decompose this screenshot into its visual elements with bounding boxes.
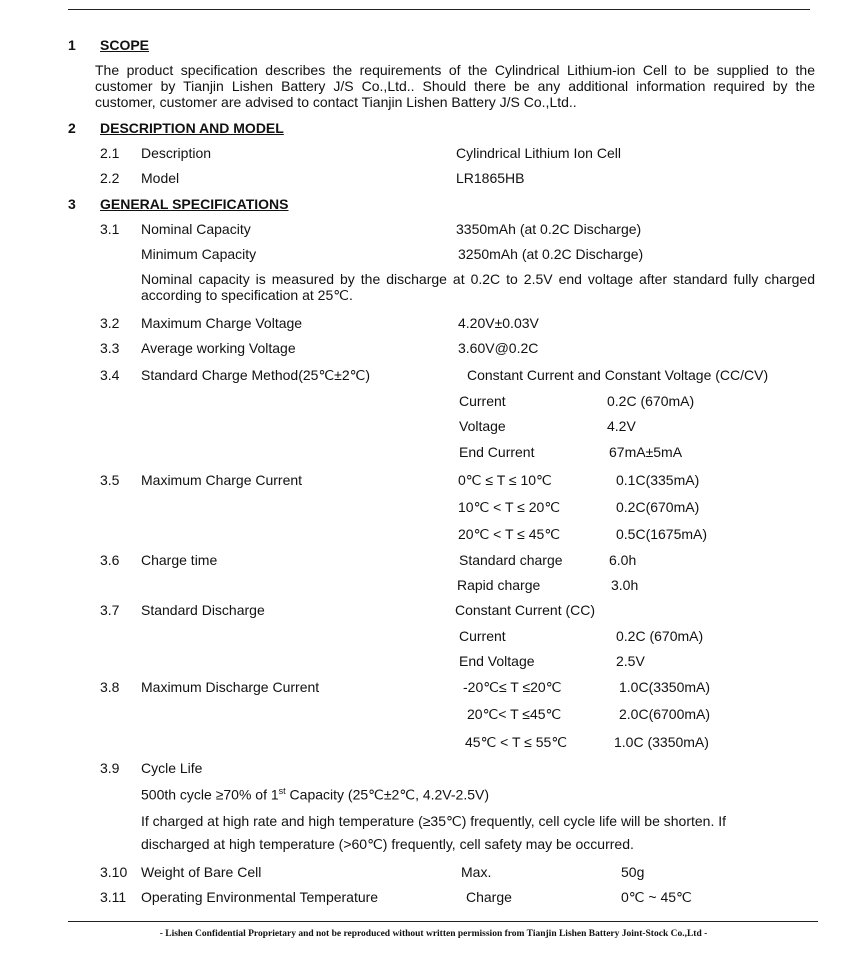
weight-label: Weight of Bare Cell <box>141 864 262 880</box>
std-discharge-method: Constant Current (CC) <box>455 602 596 618</box>
section-3-title: GENERAL SPECIFICATIONS <box>100 196 289 212</box>
item-2-1-number: 2.1 <box>100 145 120 161</box>
std-charge-end-current-label: End Current <box>459 444 535 460</box>
discharge-temp-range-3: 45℃ < T ≤ 55℃ <box>465 734 568 750</box>
item-3-10-number: 3.10 <box>100 864 128 880</box>
item-3-5-number: 3.5 <box>100 472 120 488</box>
max-charge-current-label: Maximum Charge Current <box>141 472 303 488</box>
section-1-number: 1 <box>68 37 76 53</box>
end-voltage-label: End Voltage <box>459 653 535 669</box>
cycle-life-spec <box>141 786 489 804</box>
scope-paragraph: The product specification describes the requirements of the Cylindrical Lithium-ion Cell to be supplied to the customer by Tianjin Lishen Battery J/S Co.,Ltd.. Should there be any additional information required by the customer, customer are advised to contact Tianjin Lishen Battery J/S Co.,Ltd.. <box>95 62 815 110</box>
end-voltage-value: 2.5V <box>616 653 645 669</box>
top-rule <box>68 9 810 10</box>
charge-current-1: 0.1C(335mA) <box>616 472 700 488</box>
cycle-life-spec-end: Capacity (25℃±2℃, 4.2V-2.5V) <box>285 786 489 803</box>
item-2-2-label: Model <box>141 170 180 186</box>
item-2-1-value: Cylindrical Lithium Ion Cell <box>456 145 621 161</box>
item-2-2-value: LR1865HB <box>456 170 525 186</box>
item-3-9-number: 3.9 <box>100 760 120 776</box>
max-charge-voltage-label: Maximum Charge Voltage <box>141 315 303 331</box>
cycle-life-spec-start: 500th cycle ≥70% of 1 <box>141 786 279 803</box>
charge-time-label: Charge time <box>141 552 218 568</box>
item-3-11-number: 3.11 <box>100 889 127 905</box>
std-charge-method: Constant Current and Constant Voltage (CC/CV) <box>467 367 769 383</box>
discharge-current-1: 1.0C(3350mA) <box>619 679 711 695</box>
footer-confidential: - Lishen Confidential Proprietary and not be reproduced without written permission from Tianjin Lishen Battery Joint-Stock Co.,Ltd - <box>159 929 708 939</box>
discharge-current-value: 0.2C (670mA) <box>616 628 704 644</box>
rapid-charge-time: 3.0h <box>611 577 639 593</box>
charge-temp-range-2: 10℃ < T ≤ 20℃ <box>458 499 561 515</box>
bottom-rule <box>68 921 818 922</box>
section-1-title: SCOPE <box>100 37 150 53</box>
discharge-current-3: 1.0C (3350mA) <box>614 734 709 750</box>
item-3-7-number: 3.7 <box>100 602 120 618</box>
std-charge-current-label: Current <box>459 393 506 409</box>
charge-temp-range-3: 20℃ < T ≤ 45℃ <box>458 526 561 542</box>
item-3-3-number: 3.3 <box>100 340 120 356</box>
discharge-current-label: Current <box>459 628 506 644</box>
max-charge-voltage-value: 4.20V±0.03V <box>458 315 539 331</box>
minimum-capacity-value: 3250mAh (at 0.2C Discharge) <box>458 246 644 262</box>
item-3-8-number: 3.8 <box>100 679 120 695</box>
charge-temp-range-1: 0℃ ≤ T ≤ 10℃ <box>458 472 552 488</box>
nominal-capacity-label: Nominal Capacity <box>141 221 251 237</box>
minimum-capacity-label: Minimum Capacity <box>141 246 257 262</box>
item-3-4-number: 3.4 <box>100 367 120 383</box>
section-2-number: 2 <box>68 120 76 136</box>
charge-current-3: 0.5C(1675mA) <box>616 526 708 542</box>
item-2-1-label: Description <box>141 145 212 161</box>
item-3-1-number: 3.1 <box>100 221 120 237</box>
std-charge-voltage-label: Voltage <box>459 418 506 434</box>
op-temp-condition: Charge <box>466 889 512 905</box>
op-temp-label: Operating Environmental Temperature <box>141 889 379 905</box>
cycle-life-note-line-2: discharged at high temperature (>60℃) frequently, cell safety may be occurred. <box>141 836 634 852</box>
discharge-temp-range-1: -20℃≤ T ≤20℃ <box>463 679 562 695</box>
charge-current-2: 0.2C(670mA) <box>616 499 700 515</box>
item-2-2-number: 2.2 <box>100 170 120 186</box>
discharge-temp-range-2: 20℃< T ≤45℃ <box>467 706 562 722</box>
max-discharge-current-label: Maximum Discharge Current <box>141 679 320 695</box>
discharge-current-2: 2.0C(6700mA) <box>619 706 711 722</box>
avg-voltage-value: 3.60V@0.2C <box>458 340 539 356</box>
item-3-6-number: 3.6 <box>100 552 120 568</box>
std-charge-label: Standard Charge Method(25℃±2℃) <box>141 367 371 383</box>
section-2-title: DESCRIPTION AND MODEL <box>100 120 284 136</box>
capacity-note: Nominal capacity is measured by the discharge at 0.2C to 2.5V end voltage after standard fully charged according to specification at 25℃. <box>141 271 815 303</box>
std-charge-current-value: 0.2C (670mA) <box>607 393 695 409</box>
std-charge-end-current-value: 67mA±5mA <box>609 444 683 460</box>
std-charge-voltage-value: 4.2V <box>607 418 636 434</box>
op-temp-value: 0℃ ~ 45℃ <box>621 889 692 905</box>
nominal-capacity-value: 3350mAh (at 0.2C Discharge) <box>456 221 642 237</box>
std-discharge-label: Standard Discharge <box>141 602 265 618</box>
cycle-life-spec-sup: st <box>278 786 286 796</box>
standard-charge-time: 6.0h <box>609 552 637 568</box>
section-3-number: 3 <box>68 196 76 212</box>
weight-condition: Max. <box>461 864 492 880</box>
standard-charge-label: Standard charge <box>459 552 563 568</box>
item-3-2-number: 3.2 <box>100 315 120 331</box>
cycle-life-label: Cycle Life <box>141 760 203 776</box>
avg-voltage-label: Average working Voltage <box>141 340 296 356</box>
weight-value: 50g <box>621 864 645 880</box>
rapid-charge-label: Rapid charge <box>457 577 541 593</box>
cycle-life-note-line-1: If charged at high rate and high temperature (≥35℃) frequently, cell cycle life will be shorten. If <box>141 813 726 829</box>
